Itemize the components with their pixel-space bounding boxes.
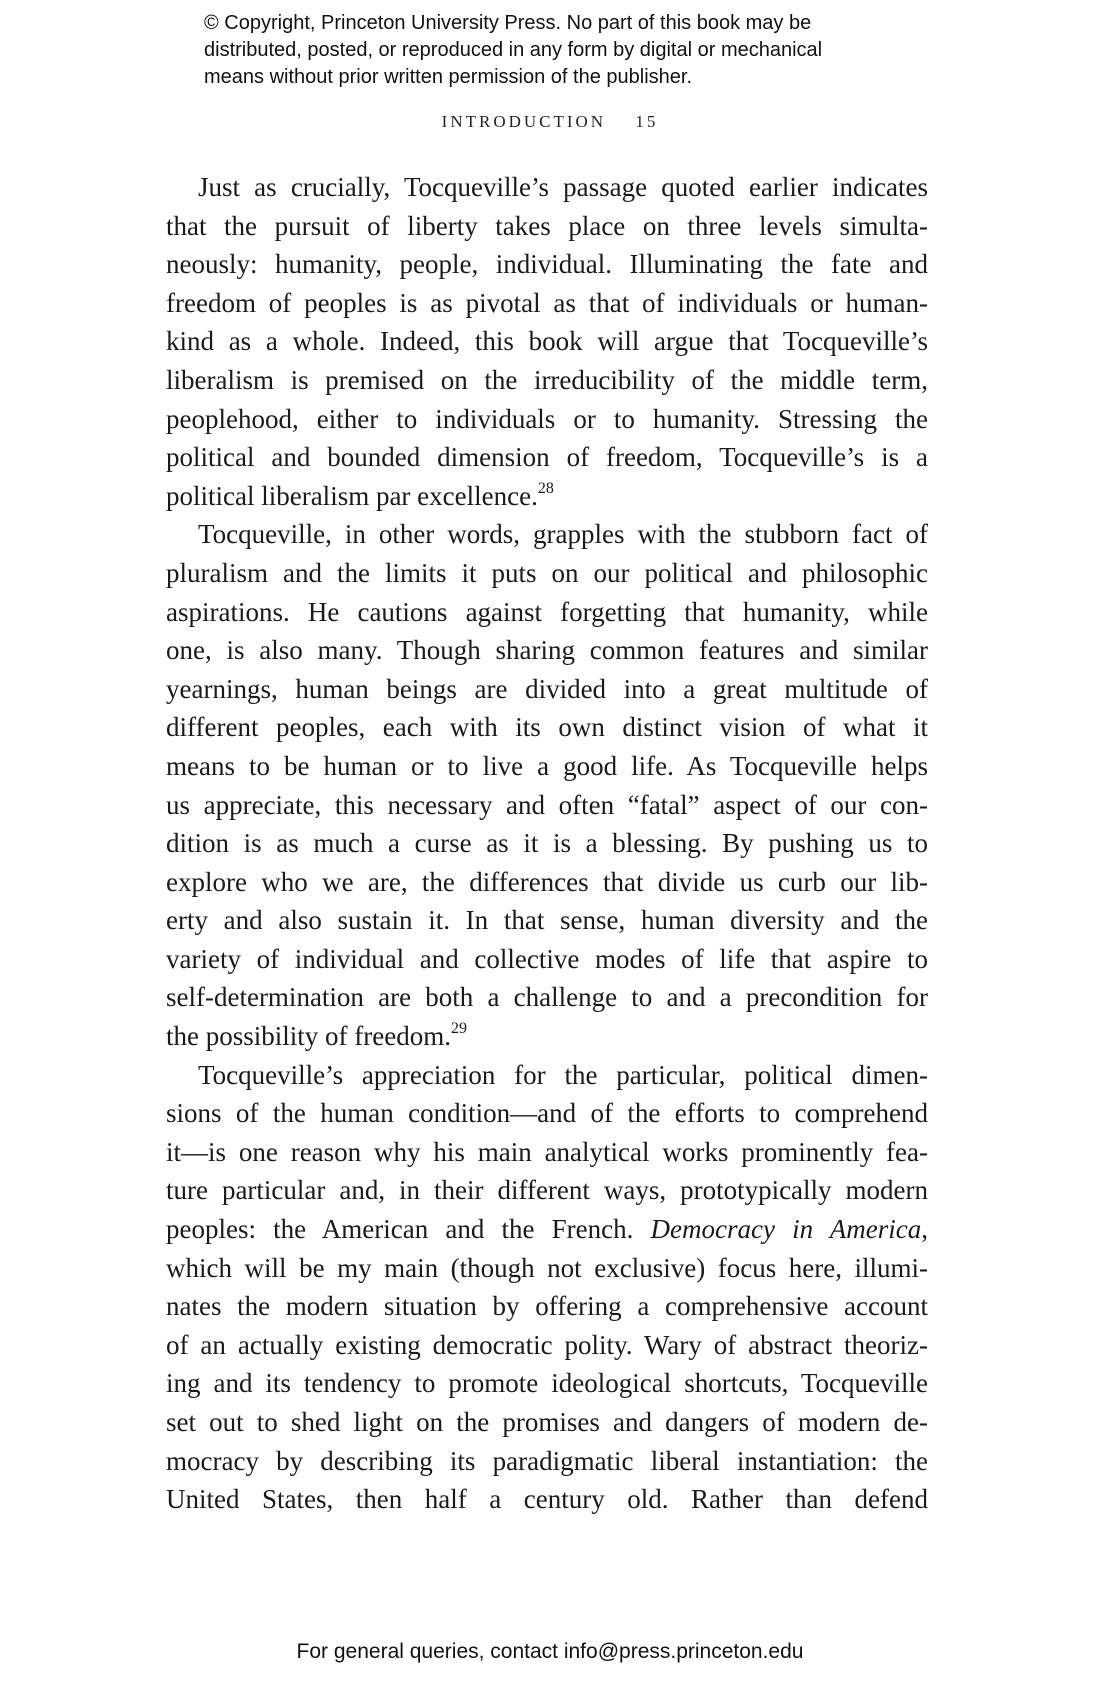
text-line: explore who we are, the differences that divide us curb our lib- — [166, 866, 928, 897]
text-line — [166, 1017, 928, 1056]
text-line: which will be my main (though not exclusive) focus here, illumi- — [166, 1252, 928, 1283]
text-line: set out to shed light on the promises and dangers of modern de- — [166, 1407, 928, 1437]
text-line: Tocqueville’s appreciation for the particular, political dimen- — [198, 1059, 928, 1090]
text-line-content: the possibility of freedom. — [166, 1021, 451, 1052]
text-line: political and bounded dimension of freedom, Tocqueville’s is a — [166, 442, 928, 473]
text-line: United States, then half a century old. Rather than defend — [166, 1484, 928, 1515]
text-line: dition is as much a curse as it is a blessing. By pushing us to — [166, 828, 928, 859]
text-line: aspirations. He cautions against forgetting that humanity, while — [166, 596, 928, 627]
paragraph-2 — [166, 515, 928, 1055]
book-title: Democracy in America — [650, 1214, 922, 1245]
text-line: peoplehood, either to individuals or to humanity. Stressing the — [166, 403, 928, 434]
text-line: nates the modern situation by offering a comprehensive account — [166, 1291, 928, 1322]
running-head — [0, 112, 1100, 132]
text-line: ture particular and, in their different ways, prototypically modern — [166, 1175, 928, 1206]
copyright-line: © Copyright, Princeton University Press. No part of this book may be — [204, 12, 812, 34]
text-line: it—is one reason why his main analytical works prominently fea- — [166, 1136, 928, 1167]
text-line — [166, 1210, 928, 1249]
text-line: erty and also sustain it. In that sense, human diversity and the — [166, 905, 928, 936]
paragraph-3 — [166, 1056, 928, 1519]
text-line: sions of the human condition—and of the efforts to comprehend — [166, 1098, 928, 1129]
text-line: freedom of peoples is as pivotal as that of individuals or human- — [166, 287, 928, 318]
text-line: liberalism is premised on the irreducibility of the middle term, — [166, 364, 928, 395]
text-line — [166, 477, 928, 516]
text-line: Tocqueville, in other words, grapples with the stubborn fact of — [198, 519, 928, 550]
text-line: self-determination are both a challenge to and a precondition for — [166, 982, 928, 1013]
text-line: us appreciate, this necessary and often “fatal” aspect of our con- — [166, 789, 928, 820]
paragraph-1 — [166, 168, 928, 515]
text-line: yearnings, human beings are divided into a great multitude of — [166, 673, 928, 704]
text-line: mocracy by describing its paradigmatic liberal instantiation: the — [166, 1445, 928, 1476]
footer-contact: For general queries, contact info@press.princeton.edu — [296, 1640, 804, 1663]
body-text — [166, 168, 928, 1519]
text-line: means to be human or to live a good life. As Tocqueville helps — [166, 750, 928, 781]
copyright-line: distributed, posted, or reproduced in any form by digital or mechanical — [204, 39, 823, 61]
text-line: Just as crucially, Tocqueville’s passage quoted earlier indicates — [198, 172, 928, 202]
footnote-ref-28[interactable]: 28 — [537, 479, 554, 497]
page-number: 15 — [635, 112, 659, 131]
footnote-ref-29[interactable]: 29 — [450, 1020, 467, 1038]
text-line: of an actually existing democratic polity. Wary of abstract theoriz- — [166, 1329, 928, 1360]
text-line: one, is also many. Though sharing common features and similar — [166, 635, 928, 666]
text-line: variety of individual and collective modes of life that aspire to — [166, 943, 928, 974]
text-line: that the pursuit of liberty takes place on three levels simulta- — [166, 210, 928, 241]
text-line: different peoples, each with its own distinct vision of what it — [166, 712, 928, 743]
text-segment: , — [921, 1214, 928, 1245]
text-line: neously: humanity, people, individual. Illuminating the fate and — [166, 249, 928, 280]
text-line: kind as a whole. Indeed, this book will argue that Tocqueville’s — [166, 326, 928, 357]
copyright-notice — [204, 10, 924, 91]
copyright-line: means without prior written permission of the publisher. — [204, 66, 693, 88]
text-line: ing and its tendency to promote ideological shortcuts, Tocqueville — [166, 1368, 928, 1399]
text-line: pluralism and the limits it puts on our political and philosophic — [166, 557, 928, 588]
text-segment: peoples: the American and the French. — [166, 1214, 651, 1245]
chapter-title: INTRODUCTION — [441, 112, 607, 131]
text-line-content: political liberalism par excellence. — [166, 480, 538, 511]
